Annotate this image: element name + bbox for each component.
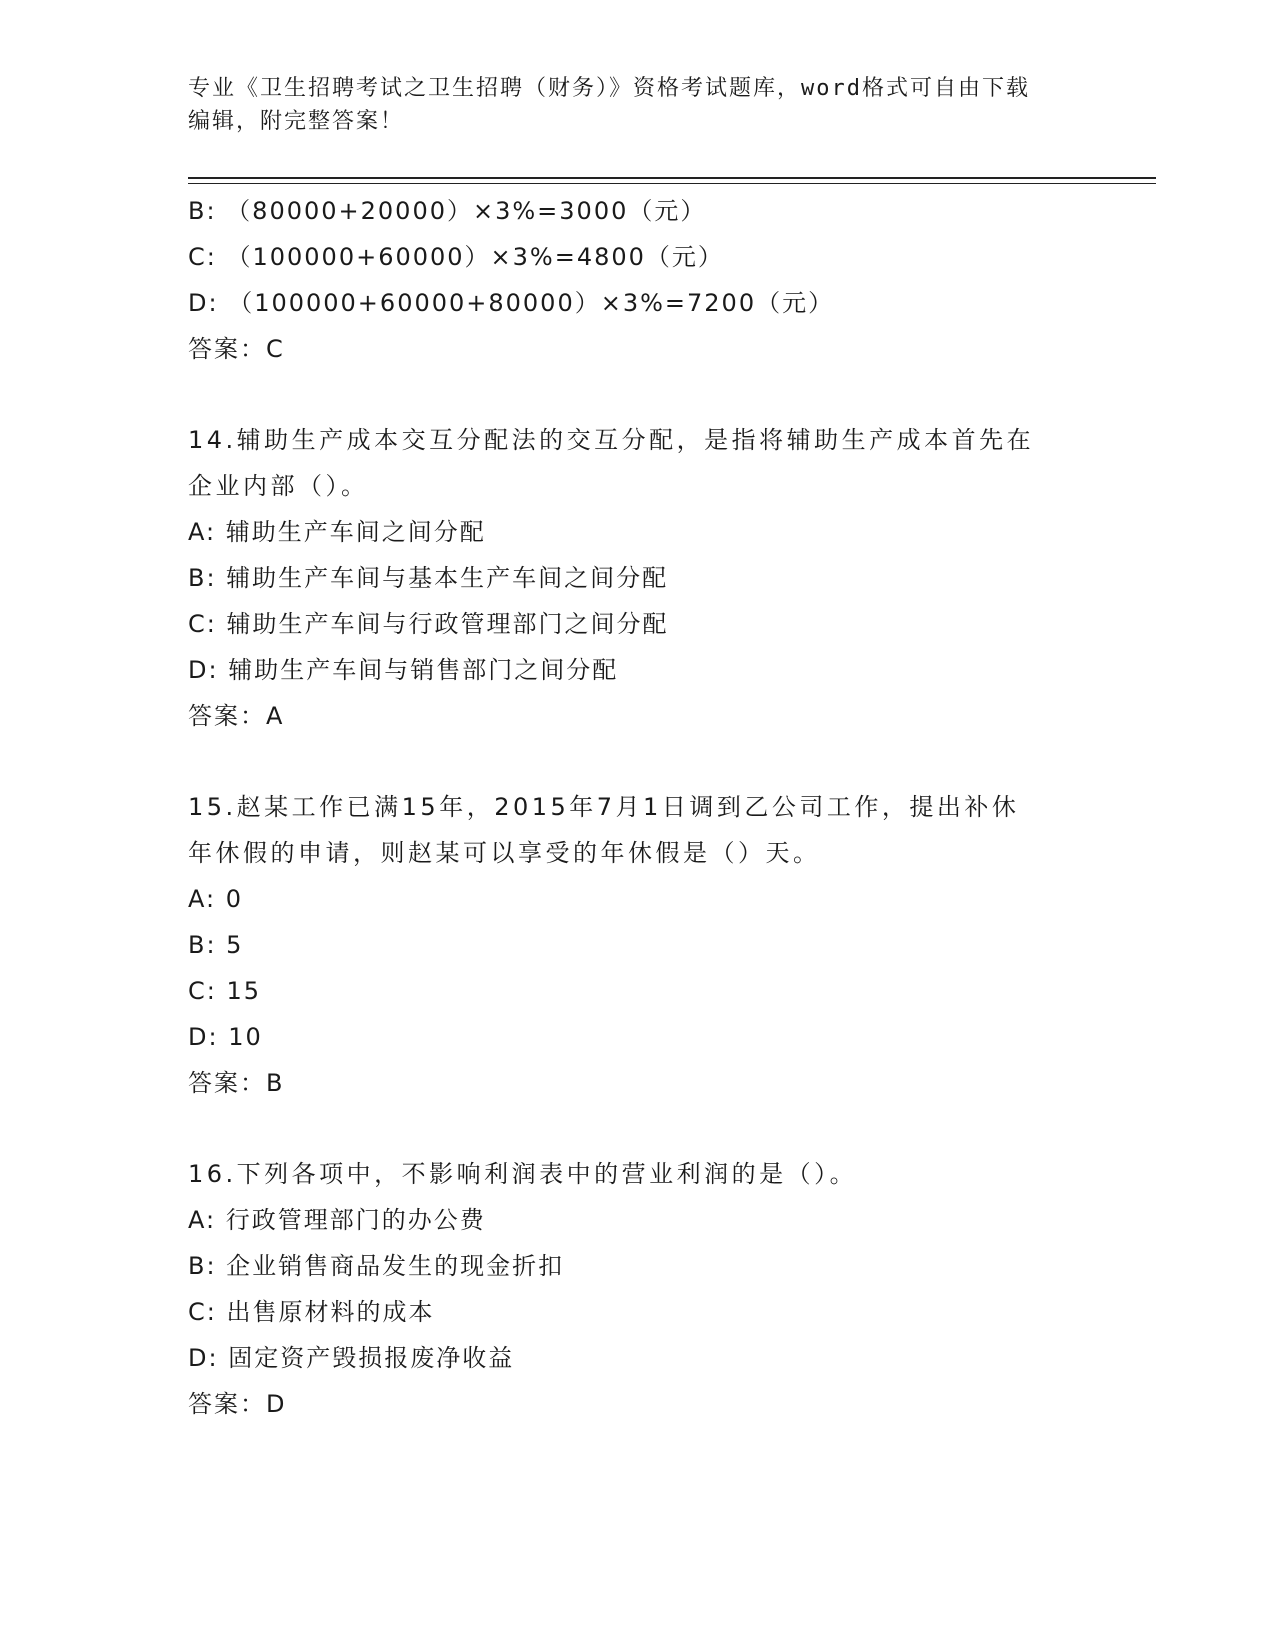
answer: 答案：C	[188, 335, 285, 363]
question-16	[188, 1151, 1088, 1427]
option-c: C: 出售原材料的成本	[188, 1298, 435, 1326]
option-c: C: （100000+60000）×3%=4800（元）	[188, 243, 724, 271]
question-stem-line-2: 企业内部（）。	[188, 472, 369, 500]
answer: 答案：A	[188, 702, 285, 730]
option-b: B: 企业销售商品发生的现金折扣	[188, 1252, 565, 1280]
option-b: B: 5	[188, 931, 244, 959]
header-divider-thin	[188, 183, 1156, 184]
document-header	[188, 72, 1068, 138]
answer: 答案：B	[188, 1069, 285, 1097]
header-divider-thick	[188, 177, 1156, 179]
document-body	[188, 188, 1088, 1427]
option-d: D: 10	[188, 1023, 263, 1051]
question-stem-line-1: 15.赵某工作已满15年，2015年7月1日调到乙公司工作，提出补休	[188, 793, 1020, 821]
question-14	[188, 417, 1088, 739]
question-stem-line-1: 14.辅助生产成本交互分配法的交互分配，是指将辅助生产成本首先在	[188, 426, 1035, 454]
option-b: B: （80000+20000）×3%=3000（元）	[188, 197, 707, 225]
question-stem-line-1: 16.下列各项中，不影响利润表中的营业利润的是（）。	[188, 1160, 858, 1188]
answer: 答案：D	[188, 1390, 287, 1418]
header-line-2: 编辑，附完整答案！	[188, 109, 405, 134]
option-c: C: 辅助生产车间与行政管理部门之间分配	[188, 610, 669, 638]
option-d: D: 辅助生产车间与销售部门之间分配	[188, 656, 619, 684]
header-line-1: 专业《卫生招聘考试之卫生招聘（财务）》资格考试题库，word格式可自由下载	[188, 76, 1030, 101]
option-a: A: 辅助生产车间之间分配	[188, 518, 486, 546]
option-a: A: 0	[188, 885, 243, 913]
option-c: C: 15	[188, 977, 262, 1005]
option-b: B: 辅助生产车间与基本生产车间之间分配	[188, 564, 669, 592]
question-13-tail	[188, 188, 1088, 372]
option-a: A: 行政管理部门的办公费	[188, 1206, 486, 1234]
question-stem-line-2: 年休假的申请，则赵某可以享受的年休假是（）天。	[188, 839, 821, 867]
option-d: D: （100000+60000+80000）×3%=7200（元）	[188, 289, 835, 317]
question-15	[188, 784, 1088, 1106]
option-d: D: 固定资产毁损报废净收益	[188, 1344, 515, 1372]
